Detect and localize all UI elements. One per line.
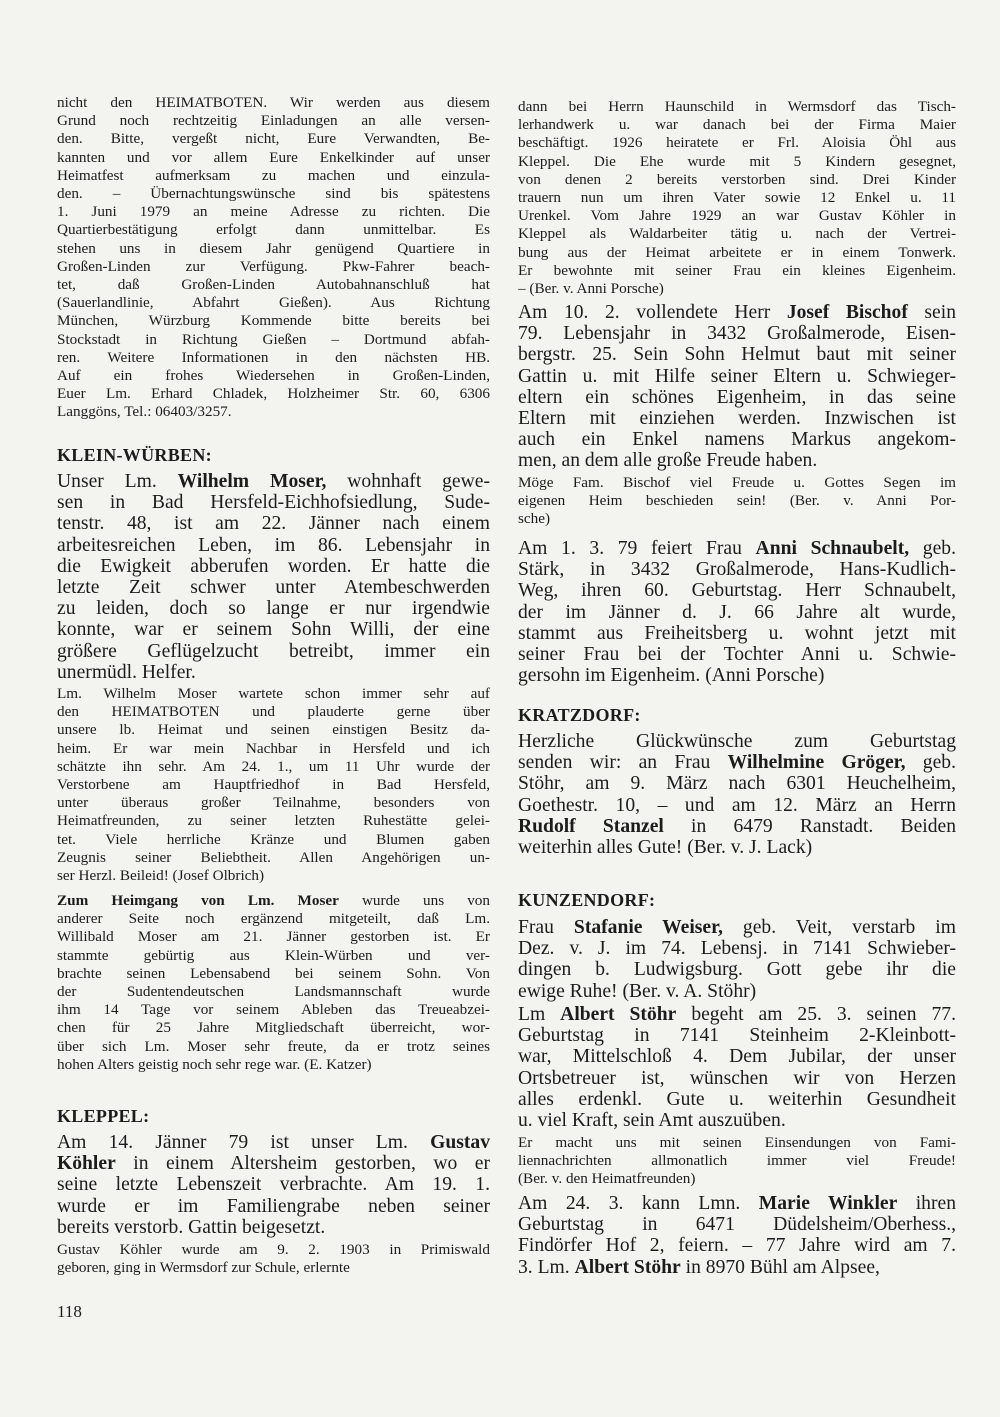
bold-name: Albert Stöhr bbox=[560, 1004, 677, 1025]
text-line: Stöhr, am 9. März nach 6301 Heuchelheim, bbox=[518, 773, 956, 795]
paragraph-moser-tribute bbox=[57, 685, 490, 885]
text-line: liennachrichten allmonatlich immer viel Freude! bbox=[518, 1152, 956, 1170]
text-segment: Am 24. 3. kann Lmn. bbox=[518, 1193, 759, 1214]
text-line: unermüdl. Helfer. bbox=[57, 661, 196, 683]
bold-name: Albert Stöhr bbox=[574, 1256, 681, 1278]
bold-name: Rudolf Stanzel bbox=[518, 815, 664, 837]
text-line: unsere lb. Heimat und seinen einstigen Besitz da- bbox=[57, 721, 490, 739]
text-segment: Unser Lm. bbox=[57, 471, 178, 492]
text-line: 1. Juni 1979 an meine Adresse zu richten. Die bbox=[57, 203, 490, 221]
page-number: 118 bbox=[57, 1302, 82, 1321]
text-line: dingen b. Ludwigsburg. Gott gebe ihr die bbox=[518, 959, 956, 981]
text-line: über sich Lm. Moser sehr freute, da er trotz seines bbox=[57, 1037, 490, 1055]
text-line: tet, daß Großen-Linden Autobahnanschluß hat bbox=[57, 276, 490, 294]
text-segment: geb. Veit, verstarb im bbox=[722, 917, 956, 938]
text-line: Heimatfest aufmerksam zu machen und einzula- bbox=[57, 166, 490, 184]
text-segment: Am 10. 2. vollendete Herr bbox=[518, 302, 787, 323]
text-line: Langgöns, Tel.: 06403/3257. bbox=[57, 403, 232, 421]
text-line: gersohn im Eigenheim. (Anni Porsche) bbox=[518, 665, 825, 687]
text-line: Heimatfreunden, zu seiner letzten Ruhestätte gelei- bbox=[57, 812, 490, 830]
text-segment: sein bbox=[907, 302, 956, 323]
text-line: Geburtstag in 6471 Düdelsheim/Oberhess., bbox=[518, 1214, 956, 1236]
text-segment: senden wir: an Frau bbox=[518, 752, 728, 774]
text-line bbox=[518, 538, 956, 559]
text-line: Großen-Linden zur Verfügung. Pkw-Fahrer beach- bbox=[57, 257, 490, 275]
paragraph-albert-stoehr bbox=[518, 1004, 956, 1131]
text-segment: geb. bbox=[909, 538, 956, 559]
paragraph-stafanie-weiser bbox=[518, 917, 956, 1002]
paragraph-bischof-wish bbox=[518, 474, 956, 529]
text-line: Weg, ihren 60. Geburtstag. Herr Schnaubelt, bbox=[518, 580, 956, 602]
text-line: München, Würzburg Kommende bitte bereits bei bbox=[57, 312, 490, 330]
text-line: stehen uns in diesem Jahr genügend Quartiere in bbox=[57, 239, 490, 257]
text-line: konnte, war er seinem Sohn Willi, der eine bbox=[57, 619, 490, 641]
text-line: war, Mittelschloß 4. Dem Jubilar, der unser bbox=[518, 1046, 956, 1068]
text-line: stammte gebürtig aus Klein-Würben und ver- bbox=[57, 946, 490, 964]
text-line: Stärk, in 3432 Großalmerode, Hans-Kudlich- bbox=[518, 559, 956, 581]
text-line: Auf ein frohes Wiedersehen in Großen-Linden, bbox=[57, 367, 490, 385]
text-line: der im Jänner d. J. 66 Jahre alt wurde, bbox=[518, 601, 956, 623]
text-line: u. viel Kraft, sein Amt auszuüben. bbox=[518, 1110, 786, 1132]
text-line bbox=[518, 1004, 956, 1025]
text-line: Gattin u. mit Hilfe seiner Eltern u. Schwieger- bbox=[518, 365, 956, 387]
bold-name: Josef Bischof bbox=[786, 302, 908, 323]
paragraph-anni-schnaubelt bbox=[518, 538, 956, 686]
text-segment: in einem Altersheim gestorben, wo er bbox=[115, 1153, 490, 1175]
text-line: auch ein Enkel namens Markus angekom- bbox=[518, 429, 956, 451]
text-line: tenstr. 48, ist am 22. Jänner nach einem bbox=[57, 513, 490, 535]
bold-name: Köhler bbox=[57, 1153, 116, 1175]
text-line: Kleppel als Waldarbeiter tätig u. nach der Vertrei- bbox=[518, 225, 956, 243]
text-line: wurde er im Familiengrabe neben seiner bbox=[57, 1195, 490, 1217]
bold-name: Anni Schnaubelt, bbox=[755, 538, 910, 559]
text-segment: begeht am 25. 3. seinen 77. bbox=[676, 1004, 957, 1025]
text-line: anderer Seite noch ergänzend mitgeteilt, daß Lm. bbox=[57, 910, 490, 928]
text-line: weiterhin alles Gute! (Ber. v. J. Lack) bbox=[518, 837, 813, 859]
paragraph-wilhelm-moser bbox=[57, 471, 490, 683]
text-line: men, an dem alle große Freude haben. bbox=[518, 450, 818, 472]
text-line: hohen Alters geistig noch sehr rege war. (E. Katzer) bbox=[57, 1055, 372, 1073]
text-line: Er macht uns mit seinen Einsendungen von Fami- bbox=[518, 1134, 956, 1151]
text-line: sche) bbox=[518, 510, 551, 528]
text-line: heim. Er war mein Nachbar in Hersfeld und ich bbox=[57, 739, 490, 757]
text-line: stammt aus Freiheitsberg u. wohnt jetzt mit bbox=[518, 622, 956, 644]
text-line: seine letzte Lebenszeit verbrachte. Am 19. 1. bbox=[57, 1174, 490, 1196]
text-segment: in 8970 Bühl am Alpsee, bbox=[680, 1256, 880, 1278]
text-line: Eltern mit einziehen werden. Inzwischen ist bbox=[518, 408, 956, 430]
section-heading-kleppel: KLEPPEL: bbox=[57, 1106, 150, 1126]
text-line: Grund noch rechtzeitig Einladungen an alle versen- bbox=[57, 112, 490, 130]
text-line: Ortsbetreuer ist, wünschen wir von Herzen bbox=[518, 1067, 956, 1089]
text-line: bung aus der Heimat arbeitete er in einem Tonwerk. bbox=[518, 243, 956, 261]
text-line: ser Herzl. Beileid! (Josef Olbrich) bbox=[57, 867, 265, 885]
text-line bbox=[518, 816, 956, 837]
text-line: Verstorbene am Hauptfriedhof in Bad Hersfeld, bbox=[57, 776, 490, 794]
text-line bbox=[518, 917, 956, 938]
paragraph-josef-bischof bbox=[518, 302, 956, 472]
text-line: eltern ein schönes Eigenheim, in das seine bbox=[518, 386, 956, 408]
text-line: Kleppel. Die Ehe wurde mit 5 Kindern gesegnet, bbox=[518, 152, 956, 170]
paragraph-marie-winkler bbox=[518, 1193, 956, 1278]
text-segment: geb. bbox=[905, 752, 956, 774]
text-line: den. – Übernachtungswünsche sind bis spätestens bbox=[57, 185, 490, 203]
text-line: von denen 2 bereits verstorben sind. Drei Kinder bbox=[518, 170, 956, 188]
text-line: Findörfer Hof 2, feiern. – 77 Jahre wird am 7. bbox=[518, 1235, 956, 1257]
text-line: Quartierbestätigung erfolgt dann unmittelbar. Es bbox=[57, 221, 490, 239]
text-line: dann bei Herrn Haunschild in Wermsdorf das Tisch- bbox=[518, 98, 956, 115]
text-line bbox=[518, 1257, 956, 1278]
text-line: tet. Viele herrliche Kränze und Blumen gaben bbox=[57, 830, 490, 848]
text-line: kannten und vor allem Eure Enkelkinder auf unser bbox=[57, 148, 490, 166]
text-line: chen für 25 Jahre Mitgliedschaft überreicht, wor- bbox=[57, 1019, 490, 1037]
paragraph-kratzdorf-birthdays bbox=[518, 731, 956, 858]
bold-name: Gustav bbox=[430, 1132, 490, 1153]
text-line: Goethestr. 10, – und am 12. März an Herrn bbox=[518, 794, 956, 816]
text-line: Lm. Wilhelm Moser wartete schon immer sehr auf bbox=[57, 685, 490, 702]
bold-name: Zum Heimgang von Lm. Moser bbox=[57, 892, 339, 909]
text-line: Zeugnis seiner Beliebtheit. Allen Angehörigen un- bbox=[57, 848, 490, 866]
text-segment: Am 14. Jänner 79 ist unser Lm. bbox=[57, 1132, 431, 1153]
text-line bbox=[57, 892, 490, 910]
bold-name: Marie Winkler bbox=[758, 1193, 898, 1214]
text-segment: Frau bbox=[518, 917, 574, 938]
text-line: ihm 14 Tage vor seinem Ableben das Treueabzei- bbox=[57, 1001, 490, 1019]
bold-name: Stafanie Weiser, bbox=[573, 917, 723, 938]
text-segment: wurde uns von bbox=[338, 892, 490, 909]
text-line: (Sauerlandlinie, Abfahrt Gießen). Aus Richtung bbox=[57, 294, 490, 312]
text-line: arbeitesreichen Leben, im 86. Lebensjahr in bbox=[57, 534, 490, 556]
text-line: letzte Zeit schwer unter Atembeschwerden bbox=[57, 577, 490, 599]
text-line bbox=[518, 752, 956, 773]
text-line: Dez. v. J. im 74. Lebensj. in 7141 Schwieber- bbox=[518, 938, 956, 960]
section-heading-kunzendorf: KUNZENDORF: bbox=[518, 890, 656, 910]
text-line: zu leiden, doch so lange er nur irgendwie bbox=[57, 598, 490, 620]
text-segment: in 6479 Ranstadt. Beiden bbox=[663, 815, 956, 837]
bold-name: Wilhelm Moser, bbox=[177, 471, 327, 492]
text-line: brachte seinen Lebensabend bei seinem Sohn. Von bbox=[57, 964, 490, 982]
text-segment: Am 1. 3. 79 feiert Frau bbox=[518, 538, 756, 559]
text-line: eigenen Heim beschieden sein! (Ber. v. Anni Por- bbox=[518, 492, 956, 510]
text-line: sen in Bad Hersfeld-Eichhofsiedlung, Sude- bbox=[57, 492, 490, 514]
paragraph-gustav-koehler bbox=[57, 1132, 490, 1238]
text-line: bergstr. 25. Sein Sohn Helmut baut mit seiner bbox=[518, 344, 956, 366]
paragraph-koehler-bio bbox=[57, 1241, 490, 1277]
text-line: schätzte ihn sehr. Am 24. 1., um 11 Uhr wurde der bbox=[57, 757, 490, 775]
text-line: geboren, ging in Wermsdorf zur Schule, erlernte bbox=[57, 1259, 350, 1277]
text-line: die Ewigkeit abberufen worden. Er hatte die bbox=[57, 555, 490, 577]
paragraph-stoehr-thanks bbox=[518, 1134, 956, 1189]
text-line: Gustav Köhler wurde am 9. 2. 1903 in Primiswald bbox=[57, 1241, 490, 1258]
text-line: den. Bitte, vergeßt nicht, Eure Verwandten, Be- bbox=[57, 130, 490, 148]
text-line bbox=[57, 1132, 490, 1153]
text-line: Möge Fam. Bischof viel Freude u. Gottes Segen im bbox=[518, 474, 956, 491]
text-line: Herzliche Glückwünsche zum Geburtstag bbox=[518, 731, 956, 752]
text-line: – (Ber. v. Anni Porsche) bbox=[518, 280, 664, 298]
text-line bbox=[57, 471, 490, 492]
text-segment: 3. Lm. bbox=[518, 1256, 575, 1278]
text-line: den HEIMATBOTEN und plauderte gerne über bbox=[57, 703, 490, 721]
text-line: der Sudentendeutschen Landsmannschaft wurde bbox=[57, 983, 490, 1001]
text-segment: wohnhaft gewe- bbox=[326, 471, 491, 492]
text-line: beschäftigt. 1926 heiratete er Frl. Aloisia Öhl aus bbox=[518, 134, 956, 152]
text-line: seiner Frau bei der Tochter Anni u. Schwie- bbox=[518, 644, 956, 666]
section-heading-kratzdorf: KRATZDORF: bbox=[518, 705, 641, 725]
text-line: Geburtstag in 7141 Steinheim 2-Kleinbott- bbox=[518, 1025, 956, 1047]
text-line: ewige Ruhe! (Ber. v. A. Stöhr) bbox=[518, 980, 757, 1002]
text-line: Er bewohnte mit seiner Frau ein kleines Eigenheim. bbox=[518, 261, 956, 279]
paragraph-heimgang-moser bbox=[57, 892, 490, 1074]
paragraph-heimatfest bbox=[57, 94, 490, 422]
text-line bbox=[518, 302, 956, 323]
text-line bbox=[518, 1193, 956, 1214]
text-line: 79. Lebensjahr in 3432 Großalmerode, Eisen- bbox=[518, 323, 956, 345]
text-segment: Lm bbox=[518, 1004, 561, 1025]
text-line bbox=[57, 1153, 490, 1174]
text-line: größere Geflügelzucht betreibt, immer ein bbox=[57, 640, 490, 662]
text-segment: ihren bbox=[897, 1193, 956, 1214]
text-line: Stockstadt in Richtung Gießen – Dortmund abfah- bbox=[57, 330, 490, 348]
text-line: alles erdenkl. Gute u. weiterhin Gesundheit bbox=[518, 1088, 956, 1110]
text-line: lerhandwerk u. war danach bei der Firma Maier bbox=[518, 116, 956, 134]
text-line: trauern nun um ihren Vater sowie 12 Enkel u. 11 bbox=[518, 189, 956, 207]
text-line: ren. Weitere Informationen in den nächsten HB. bbox=[57, 348, 490, 366]
text-line: nicht den HEIMATBOTEN. Wir werden aus diesem bbox=[57, 94, 490, 111]
paragraph-koehler-bio-cont bbox=[518, 98, 956, 298]
text-line: Euer Lm. Erhard Chladek, Holzheimer Str. 60, 6306 bbox=[57, 385, 490, 403]
text-line: Urenkel. Vom Jahre 1929 an war Gustav Köhler in bbox=[518, 207, 956, 225]
bold-name: Wilhelmine Gröger, bbox=[727, 752, 906, 774]
text-line: Willibald Moser am 21. Jänner gestorben ist. Er bbox=[57, 928, 490, 946]
text-line: bereits verstorb. Gattin beigesetzt. bbox=[57, 1216, 326, 1238]
text-line: unter überaus großer Teilnahme, besonders von bbox=[57, 794, 490, 812]
section-heading-klein-wuerben: KLEIN-WÜRBEN: bbox=[57, 445, 212, 465]
text-line: (Ber. v. den Heimatfreunden) bbox=[518, 1170, 696, 1188]
